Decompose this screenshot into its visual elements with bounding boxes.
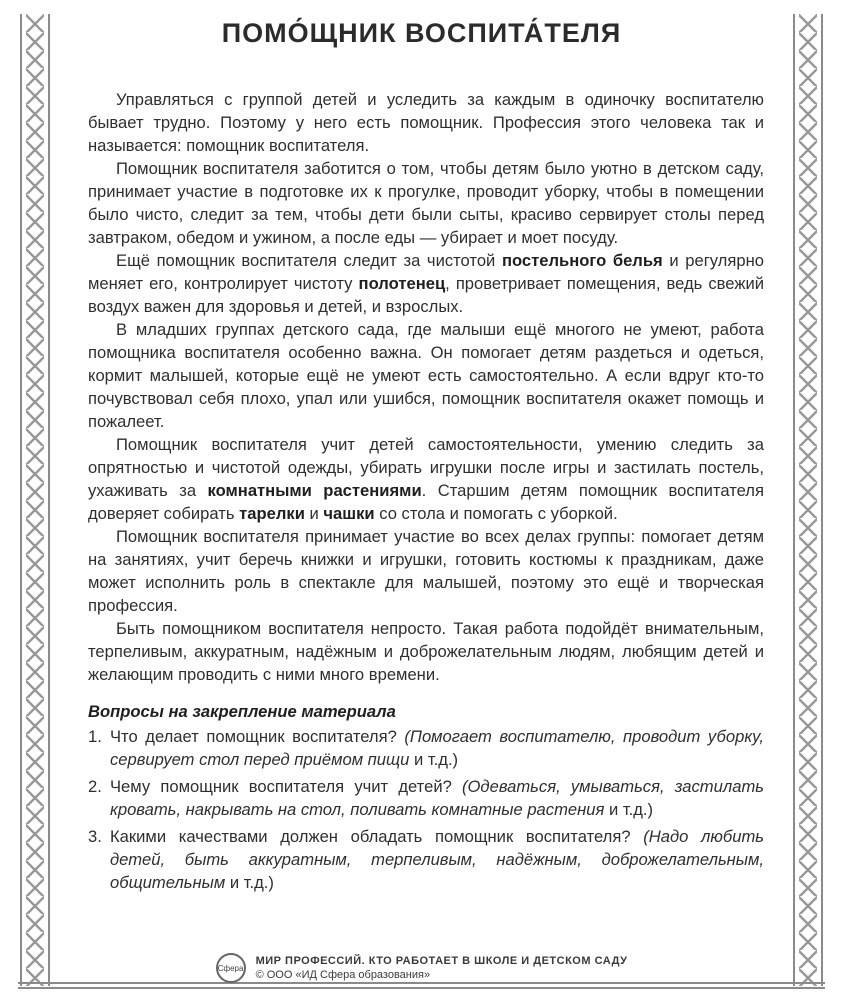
bottom-border-line-inner	[18, 987, 825, 989]
questions-list	[88, 725, 764, 894]
footer	[0, 953, 843, 983]
question-number: 1.	[88, 727, 102, 746]
answer: (Помогает воспитателю, проводит уборку, сервирует стол перед приёмом пищи	[110, 727, 764, 769]
right-ornament-border	[791, 14, 825, 986]
text-run: , проветривает помещения, ведь свежий воздух важен для здоровья и детей, и взрослых.	[88, 274, 764, 316]
text-run: Ещё помощник воспитателя следит за чистотой	[116, 251, 502, 270]
text-run: Быть помощником воспитателя непросто. Такая работа подойдёт внимательным, терпеливым, аккуратным, надёжным и доброжелательным людям, любящим детей и желающим проводить с ними много времени.	[88, 619, 764, 684]
question-item	[88, 725, 764, 771]
question-item	[88, 775, 764, 821]
question-number: 2.	[88, 777, 102, 796]
copyright: © ООО «ИД Сфера образования»	[255, 969, 431, 981]
text-run: Помощник воспитателя заботится о том, чтобы детям было уютно в детском саду, принимает участие в подготовке их к прогулке, проводит уборку, чтобы в помещении было чисто, следит за тем, чтобы дети были сыты, красиво сервирует столы перед завтраком, обедом и ужином, а после еды — убирает и моет посуду.	[88, 159, 764, 247]
bold-term: полотенец	[358, 274, 446, 293]
question-item	[88, 825, 764, 894]
answer-tail: и т.д.)	[409, 750, 459, 769]
questions-heading: Вопросы на закрепление материала	[88, 702, 396, 721]
answer: (Одеваться, умываться, застилать кровать, накрывать на стол, поливать комнатные растения	[110, 777, 764, 819]
text-run: и регулярно меняет его, контролирует чистоту	[88, 251, 764, 293]
question-text	[110, 825, 764, 894]
paragraph	[88, 157, 764, 249]
page-title: ПОМО́ЩНИК ВОСПИТА́ТЕЛЯ	[221, 18, 622, 48]
answer-tail: и т.д.)	[225, 873, 274, 892]
text-run: и	[304, 504, 324, 523]
paragraph	[88, 617, 764, 686]
paragraphs	[88, 88, 764, 686]
text-run: со стола и помогать с уборкой.	[374, 504, 618, 523]
questions-section	[88, 700, 764, 894]
answer: (Надо любить детей, быть аккуратным, терпеливым, надёжным, доброжелательным, общительным	[110, 827, 764, 892]
left-ornament-border	[18, 14, 52, 986]
question-text	[110, 725, 764, 771]
answer-tail: и т.д.)	[604, 800, 654, 819]
text-run: Помощник воспитателя принимает участие во всех делах группы: помогает детям на занятиях, учит беречь книжки и игрушки, готовить костюмы к праздникам, даже может исполнить роль в спектакле для малышей, поэтому это ещё и творческая профессия.	[88, 527, 764, 615]
paragraph	[88, 525, 764, 617]
article-body	[88, 88, 764, 898]
bold-term: тарелки	[239, 504, 305, 523]
question: Что делает помощник воспитателя?	[110, 727, 405, 746]
question: Чему помощник воспитателя учит детей?	[110, 777, 462, 796]
text-run: Управляться с группой детей и уследить за каждым в одиночку воспитателю бывает трудно. Поэтому у него есть помощник. Профессия этого человека так и называется: помощник воспитателя.	[88, 90, 764, 155]
series-title: МИР ПРОФЕССИЙ. КТО РАБОТАЕТ В ШКОЛЕ И ДЕТСКОМ САДУ	[255, 955, 628, 967]
question-text	[110, 775, 764, 821]
text-run: . Старшим детям помощник воспитателя доверяет собирать	[88, 481, 764, 523]
paragraph	[88, 318, 764, 433]
bold-term: постельного белья	[501, 251, 663, 270]
text-run: Помощник воспитателя учит детей самостоятельности, умению следить за опрятностью и чистотой одежды, убирать игрушки после игры и застилать постель, ухаживать за	[88, 435, 764, 500]
publisher-logo-icon: Сфера	[216, 953, 246, 983]
paragraph	[88, 249, 764, 318]
bold-term: чашки	[323, 504, 375, 523]
paragraph	[88, 88, 764, 157]
text-run: В младших группах детского сада, где малыши ещё многого не умеют, работа помощника воспитателя особенно важна. Он помогает детям раздеться и одеться, кормит малышей, которые ещё не умеют есть самостоятельно. А если вдруг кто-то почувствовал себя плохо, упал или ушибся, помощник воспитателя окажет помощь и пожалеет.	[88, 320, 764, 431]
question: Какими качествами должен обладать помощник воспитателя?	[110, 827, 644, 846]
question-number: 3.	[88, 827, 102, 846]
paragraph	[88, 433, 764, 525]
bold-term: комнатными растениями	[207, 481, 422, 500]
